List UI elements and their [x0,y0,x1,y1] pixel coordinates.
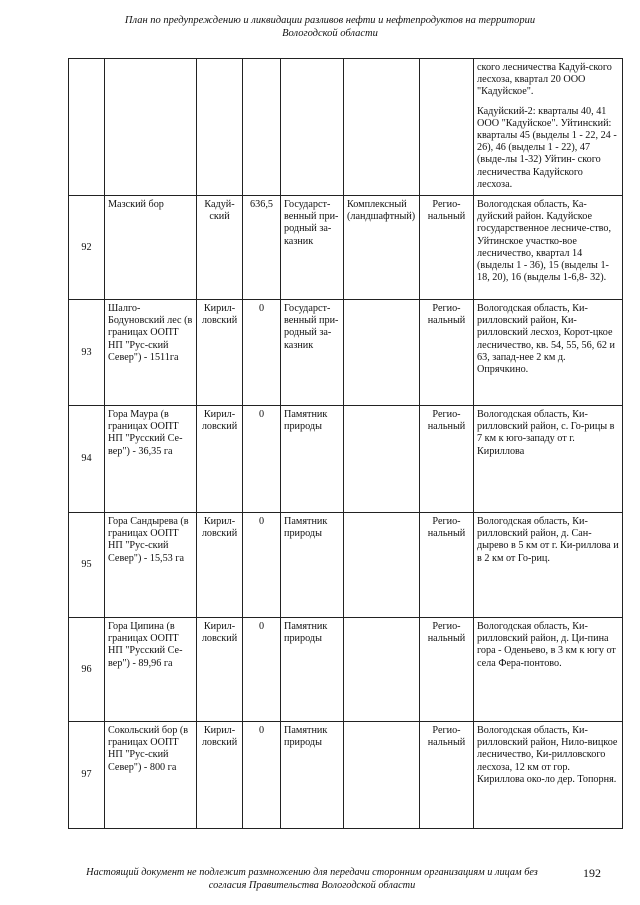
table-row [69,196,623,300]
area-name: Гора Ципина (в границах ООПТ НП "Русский Се-вер") - 89,96 га [105,618,197,722]
category: Памятник природы [281,406,344,513]
area-size: 0 [243,300,281,406]
location: Вологодская область, Ка-дуйский район. Кадуйское государственное лесниче-ство, Уйтинское участко-вое лесничество, квартал 14 (выделы 1 - 36), 15 (выделы 1- 18, 20), 16 (выделы 1-6,8- 32). [474,196,623,300]
table-row [69,406,623,513]
profile: Комплексный (ландшафтный) [344,196,420,300]
page-number: 192 [583,866,601,880]
footer-line-2: согласия Правительства Вологодской области [208,880,416,891]
district: Кирил-ловский [197,618,243,722]
significance: Регио-нальный [420,513,474,618]
continuation-paragraph: Кадуйский-2: кварталы 40, 41 ООО "Кадуйское". Уйтинский: кварталы 45 (выделы 1 - 22, 24 - 26), 46 (выделы 1 - 22), 47 (выде-лы 1-32) Уйтин- ского лесничества Кадуйского лесхоза. [477,105,617,190]
table-row [69,513,623,618]
table-row [69,300,623,406]
category: Памятник природы [281,618,344,722]
row-number: 93 [69,300,105,406]
table-row [69,618,623,722]
protected-areas-table [68,58,623,829]
location: Вологодская область, Ки-рилловский район, Ки-рилловский лесхоз, Корот-цкое лесничество, кв. 54, 55, 56, 62 и 63, запад-нее 2 км д. Опрячкино. [474,300,623,406]
header-line-1: План по предупреждению и ликвидации разливов нефти и нефтепродуктов на территории [124,15,536,26]
continuation-paragraph: ского лесничества Кадуй-ского лесхоза, квартал 20 ООО "Кадуйское". [477,62,612,98]
area-name: Гора Маура (в границах ООПТ НП "Русский Се-вер") - 36,35 га [105,406,197,513]
header-line-2: Вологодской области [282,28,378,39]
area-name: Мазский бор [105,196,197,300]
district: Кирил-ловский [197,722,243,829]
area-name: Гора Сандырева (в границах ООПТ НП "Рус-ский Север") - 15,53 га [105,513,197,618]
profile [344,722,420,829]
row-number: 96 [69,618,105,722]
profile [344,618,420,722]
area-name: Шалго-Бодуновский лес (в границах ООПТ НП "Рус-ский Север") - 1511га [105,300,197,406]
profile [344,513,420,618]
category: Государст-венный при-родный за-казник [281,196,344,300]
area-size: 0 [243,618,281,722]
document-header [60,14,600,40]
category: Памятник природы [281,513,344,618]
district: Кирил-ловский [197,300,243,406]
table-row-continuation [69,59,623,196]
district: Кадуй-ский [197,196,243,300]
row-number: 97 [69,722,105,829]
footer-line-1: Настоящий документ не подлежит размножению для передачи сторонним организациям и лицам без [86,867,538,878]
area-size: 0 [243,722,281,829]
significance: Регио-нальный [420,722,474,829]
district: Кирил-ловский [197,513,243,618]
continuation-location-cell [474,59,623,196]
significance: Регио-нальный [420,300,474,406]
row-number: 92 [69,196,105,300]
location: Вологодская область, Ки-рилловский район, д. Сан-дырево в 5 км от г. Ки-риллова и в 2 км от Го-риц. [474,513,623,618]
category: Памятник природы [281,722,344,829]
table-row [69,722,623,829]
district: Кирил-ловский [197,406,243,513]
document-footer [70,866,554,892]
area-size: 0 [243,513,281,618]
row-number: 94 [69,406,105,513]
significance: Регио-нальный [420,196,474,300]
profile [344,406,420,513]
profile [344,300,420,406]
location: Вологодская область, Ки-рилловский район, д. Ци-пина гора - Оденьево, в 3 км к югу от села Фера-понтово. [474,618,623,722]
significance: Регио-нальный [420,406,474,513]
area-size: 636,5 [243,196,281,300]
location: Вологодская область, Ки-рилловский район, с. Го-рицы в 7 км к юго-западу от г. Кириллова [474,406,623,513]
location: Вологодская область, Ки-рилловский район, Нило-вицкое лесничество, Ки-рилловского лесхоза, 12 км от гор. Кириллова око-ло дер. Топорня. [474,722,623,829]
category: Государст-венный при-родный за-казник [281,300,344,406]
row-number: 95 [69,513,105,618]
area-size: 0 [243,406,281,513]
area-name: Сокольский бор (в границах ООПТ НП "Рус-ский Север") - 800 га [105,722,197,829]
significance: Регио-нальный [420,618,474,722]
